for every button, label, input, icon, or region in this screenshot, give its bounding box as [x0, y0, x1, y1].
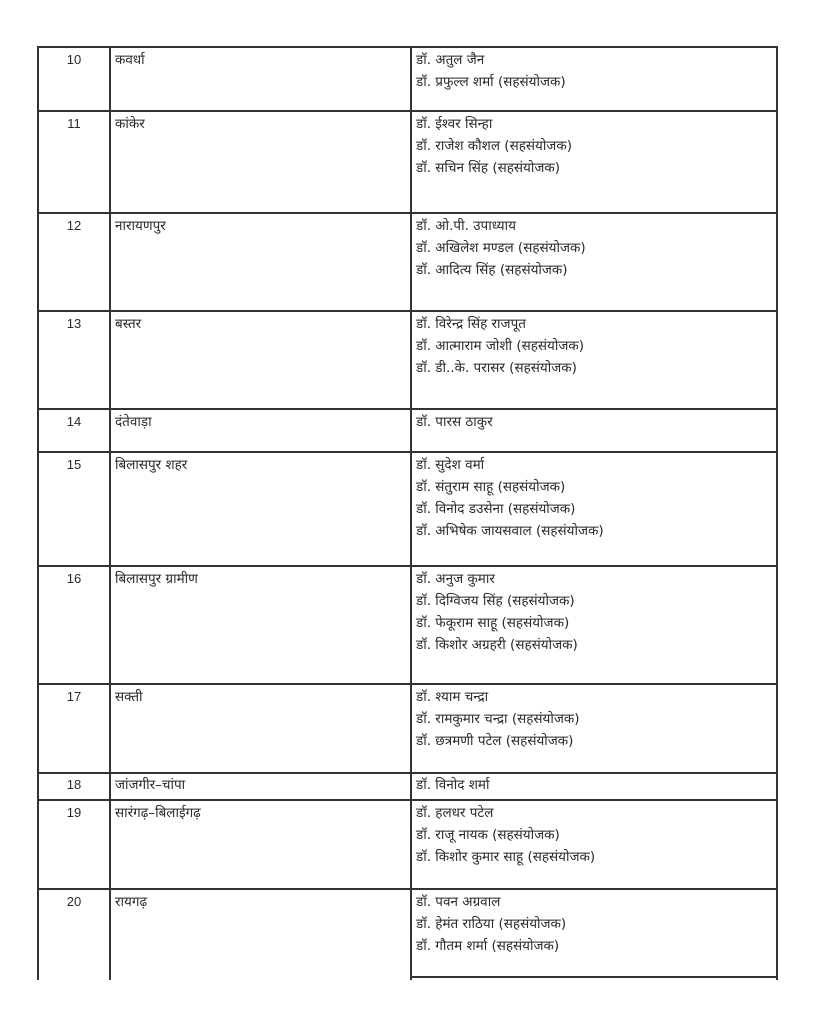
name-line: डॉ. फेकूराम साहू (सहसंयोजक)	[416, 615, 570, 631]
table-row	[37, 310, 778, 408]
name-line: डॉ. किशोर कुमार साहू (सहसंयोजक)	[416, 849, 596, 865]
names-cell	[410, 774, 778, 799]
row-number: 12	[37, 214, 109, 310]
name-line: डॉ. राजेश कौशल (सहसंयोजक)	[416, 138, 572, 154]
table-row	[37, 212, 778, 310]
name-line: डॉ. संतुराम साहू (सहसंयोजक)	[416, 479, 566, 495]
name-line: डॉ. रामकुमार चन्द्रा (सहसंयोजक)	[416, 711, 580, 727]
name-line: डॉ. ओ.पी. उपाध्याय	[416, 218, 516, 234]
district-name: सारंगढ़–बिलाईगढ़	[109, 801, 410, 888]
name-line: डॉ. सचिन सिंह (सहसंयोजक)	[416, 160, 561, 176]
district-name: सक्ती	[109, 685, 410, 772]
row-number: 18	[37, 774, 109, 799]
names-cell	[410, 410, 778, 451]
table-row	[37, 799, 778, 888]
name-line: डॉ. श्याम चन्द्रा	[416, 689, 489, 705]
name-line: डॉ. पवन अग्रवाल	[416, 894, 501, 910]
names-cell	[410, 312, 778, 408]
names-cell	[410, 685, 778, 772]
name-line: डॉ. प्रफुल्ल शर्मा (सहसंयोजक)	[416, 74, 566, 90]
row-number: 17	[37, 685, 109, 772]
name-line: डॉ. ईश्वर सिन्हा	[416, 116, 493, 132]
district-name: जांजगीर–चांपा	[109, 774, 410, 799]
table-row	[37, 772, 778, 799]
name-line: डॉ. राजू नायक (सहसंयोजक)	[416, 827, 560, 843]
district-name: कांकेर	[109, 112, 410, 212]
district-name: बिलासपुर ग्रामीण	[109, 567, 410, 683]
table-row	[37, 110, 778, 212]
names-cell	[410, 801, 778, 888]
name-line: डॉ. आदित्य सिंह (सहसंयोजक)	[416, 262, 568, 278]
name-line: डॉ. विनोद शर्मा	[416, 777, 490, 793]
district-name: बस्तर	[109, 312, 410, 408]
name-line: डॉ. दिग्विजय सिंह (सहसंयोजक)	[416, 593, 575, 609]
table-row	[37, 683, 778, 772]
names-cell	[410, 453, 778, 565]
row-number: 10	[37, 48, 109, 110]
table-row	[37, 565, 778, 683]
name-line: डॉ. छत्रमणी पटेल (सहसंयोजक)	[416, 733, 574, 749]
row-number: 15	[37, 453, 109, 565]
row-number: 16	[37, 567, 109, 683]
district-name: नारायणपुर	[109, 214, 410, 310]
names-cell	[410, 112, 778, 212]
district-name: बिलासपुर शहर	[109, 453, 410, 565]
district-name: दंतेवाड़ा	[109, 410, 410, 451]
name-line: डॉ. आत्माराम जोशी (सहसंयोजक)	[416, 338, 584, 354]
table-row	[37, 408, 778, 451]
row-number: 11	[37, 112, 109, 212]
district-name: रायगढ़	[109, 890, 410, 980]
table-bottom-border	[410, 976, 778, 978]
district-name: कवर्धा	[109, 48, 410, 110]
table-row	[37, 451, 778, 565]
name-line: डॉ. किशोर अग्रहरी (सहसंयोजक)	[416, 637, 578, 653]
names-cell	[410, 567, 778, 683]
names-cell	[410, 890, 778, 980]
name-line: डॉ. विनोद डउसेना (सहसंयोजक)	[416, 501, 576, 517]
row-number: 20	[37, 890, 109, 980]
name-line: डॉ. हेमंत राठिया (सहसंयोजक)	[416, 916, 567, 932]
name-line: डॉ. पारस ठाकुर	[416, 414, 493, 430]
row-number: 13	[37, 312, 109, 408]
name-line: डॉ. अनुज कुमार	[416, 571, 495, 587]
name-line: डॉ. सुदेश वर्मा	[416, 457, 485, 473]
name-line: डॉ. विरेन्द्र सिंह राजपूत	[416, 316, 526, 332]
row-number: 19	[37, 801, 109, 888]
table-row	[37, 46, 778, 110]
row-number: 14	[37, 410, 109, 451]
name-line: डॉ. डी..के. परासर (सहसंयोजक)	[416, 360, 577, 376]
name-line: डॉ. अखिलेश मण्डल (सहसंयोजक)	[416, 240, 586, 256]
name-line: डॉ. अभिषेक जायसवाल (सहसंयोजक)	[416, 523, 604, 539]
names-cell	[410, 48, 778, 110]
name-line: डॉ. गौतम शर्मा (सहसंयोजक)	[416, 938, 560, 954]
name-line: डॉ. अतुल जैन	[416, 52, 485, 68]
names-cell	[410, 214, 778, 310]
table-row	[37, 888, 778, 980]
name-line: डॉ. हलधर पटेल	[416, 805, 494, 821]
